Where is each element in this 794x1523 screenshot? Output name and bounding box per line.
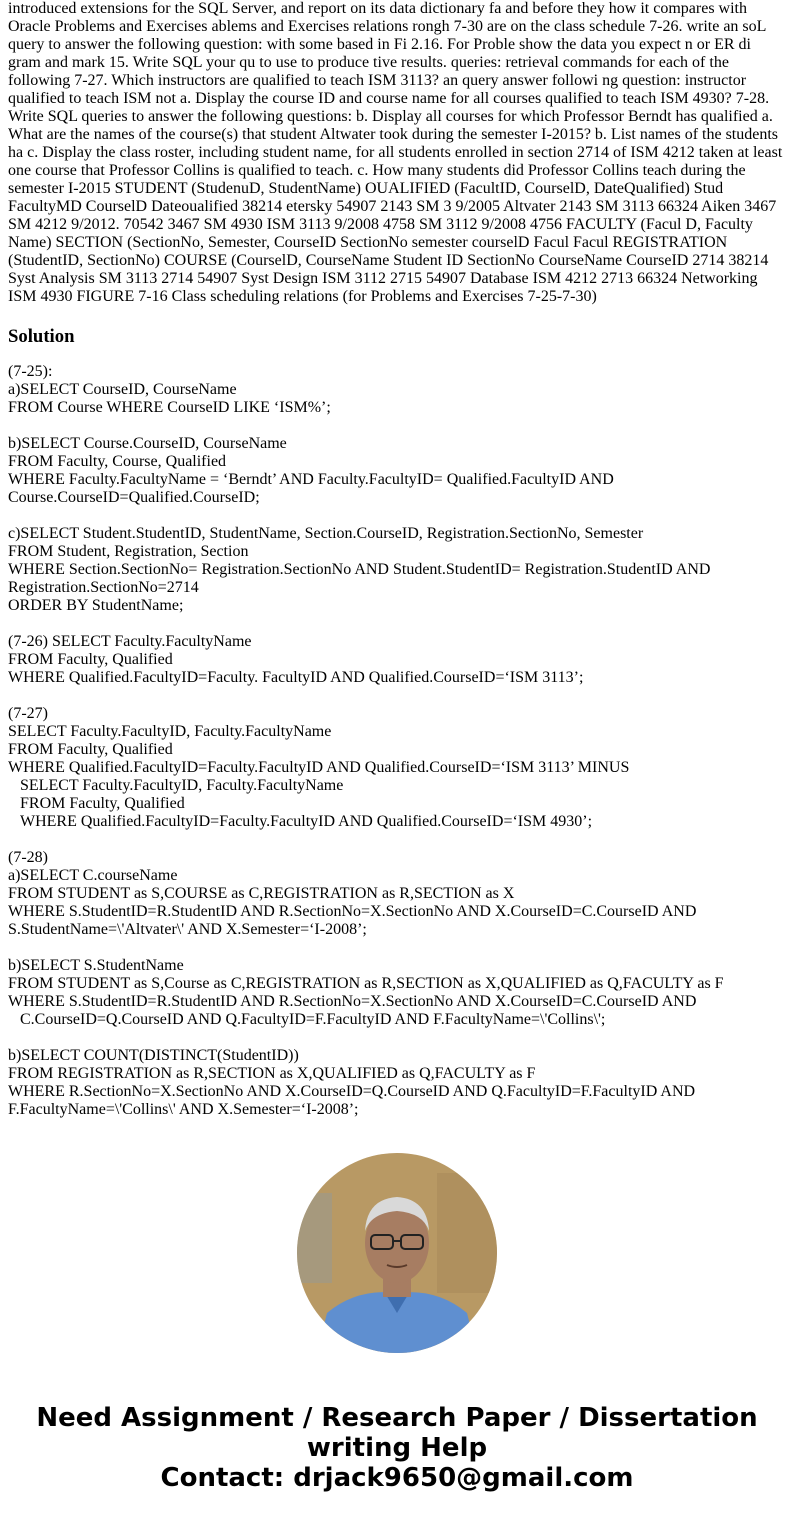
contact-banner (0, 1403, 794, 1493)
code-line: F.FacultyName=\'Collins\' AND X.Semester=‘I-2008’; (8, 1101, 359, 1118)
solution-block (8, 363, 786, 417)
code-line: FROM REGISTRATION as R,SECTION as X,QUALIFIED as Q,FACULTY as F (8, 1065, 536, 1082)
code-line: S.StudentName=\'Altvater\' AND X.Semester=‘I-2008’; (8, 921, 367, 938)
code-line-indented: C.CourseID=Q.CourseID AND Q.FacultyID=F.FacultyID AND F.FacultyName=\'Collins\'; (20, 1011, 606, 1028)
code-line: Registration.SectionNo=2714 (8, 579, 199, 596)
solution-block (8, 849, 786, 939)
code-line: FROM Faculty, Course, Qualified (8, 453, 227, 470)
code-line: FROM Faculty, Qualified (8, 741, 173, 758)
solution-block (8, 957, 786, 1029)
code-line: Course.CourseID=Qualified.CourseID; (8, 489, 260, 506)
code-line: (7-27) (8, 705, 48, 722)
cta-line-2: writing Help (306, 1433, 488, 1463)
code-line: (7-25): (8, 363, 53, 380)
code-line-indented: FROM Faculty, Qualified (20, 795, 185, 812)
code-line: b)SELECT COUNT(DISTINCT(StudentID)) (8, 1047, 299, 1064)
code-line: c)SELECT Student.StudentID, StudentName, Section.CourseID, Registration.SectionNo, Semester (8, 525, 644, 542)
code-line: FROM Student, Registration, Section (8, 543, 249, 560)
code-line: SELECT Faculty.FacultyID, Faculty.FacultyName (8, 723, 332, 740)
solution-block (8, 705, 786, 831)
code-line: FROM Course WHERE CourseID LIKE ‘ISM%’; (8, 399, 331, 416)
code-line: WHERE R.SectionNo=X.SectionNo AND X.CourseID=Q.CourseID AND Q.FacultyID=F.FacultyID AND (8, 1083, 696, 1100)
problem-statement: introduced extensions for the SQL Server, and report on its data dictionary fa and before they how it compares with Oracle Problems and Exercises ablems and Exercises relations rongh 7-30 are on the class schedule 7-26. write an soL query to answer the following question: with some based in Fi 2.16. For Proble show the data you expect n or ER di gram and mark 15. Write SQL your qu to use to produce tive results. queries: retrieval commands for each of the following 7-27. Which instructors are qualified to teach ISM 3113? an query answer followi ng question: instructor qualified to teach ISM not a. Display the course ID and course name for all courses qualified to teach ISM 4930? 7-28. Write SQL queries to answer the following questions: b. Display all courses for which Professor Berndt has qualified a. What are the names of the course(s) that student Altwater took during the semester I-2015? b. List names of the students ha c. Display the class roster, including student name, for all students enrolled in section 2714 of ISM 4212 taken at least one course that Professor Collins is qualified to teach. c. How many students did Professor Collins teach during the semester I-2015 STUDENT (StudenuD, StudentName) OUALIFIED (FacultID, CourselD, DateQualified) Stud FacultyMD CourselD Dateoualified 38214 etersky 54907 2143 SM 3 9/2005 Altvater 2143 SM 3113 66324 Aiken 3467 SM 4212 9/2012. 70542 3467 SM 4930 ISM 3113 9/2008 4758 SM 3112 9/2008 4756 FACULTY (Facul D, Faculty Name) SECTION (SectionNo, Semester, CourseID SectionNo semester courselD Facul Facul REGISTRATION (StudentID, SectionNo) COURSE (CourselD, CourseName Student ID SectionNo CourseName CourseID 2714 38214 Syst Analysis SM 3113 2714 54907 Syst Design ISM 3112 2715 54907 Database ISM 4212 2713 66324 Networking ISM 4930 FIGURE 7-16 Class scheduling relations (for Problems and Exercises 7-25-7-30) (8, 0, 783, 305)
code-line: a)SELECT C.courseName (8, 867, 178, 884)
code-line: WHERE S.StudentID=R.StudentID AND R.SectionNo=X.SectionNo AND X.CourseID=C.CourseID AND (8, 993, 697, 1010)
code-line: b)SELECT S.StudentName (8, 957, 184, 974)
code-line: WHERE Qualified.FacultyID=Faculty. FacultyID AND Qualified.CourseID=‘ISM 3113’; (8, 669, 584, 686)
code-line: a)SELECT CourseID, CourseName (8, 381, 237, 398)
code-line: FROM STUDENT as S,COURSE as C,REGISTRATION as R,SECTION as X (8, 885, 515, 902)
code-line-indented: SELECT Faculty.FacultyID, Faculty.FacultyName (20, 777, 344, 794)
code-line-indented: WHERE Qualified.FacultyID=Faculty.FacultyID AND Qualified.CourseID=‘ISM 4930’; (20, 813, 593, 830)
code-line: WHERE Qualified.FacultyID=Faculty.FacultyID AND Qualified.CourseID=‘ISM 3113’ MINUS (8, 759, 630, 776)
author-avatar (297, 1153, 497, 1353)
document-page (8, 0, 786, 1137)
code-line: WHERE Faculty.FacultyName = ‘Berndt’ AND Faculty.FacultyID= Qualified.FacultyID AND (8, 471, 614, 488)
code-line: (7-28) (8, 849, 48, 866)
code-line: FROM STUDENT as S,Course as C,REGISTRATION as R,SECTION as X,QUALIFIED as Q,FACULTY as F (8, 975, 724, 992)
solution-body (8, 363, 786, 1119)
code-line: WHERE Section.SectionNo= Registration.SectionNo AND Student.StudentID= Registration.StudentID AND (8, 561, 711, 578)
author-photo-icon (297, 1153, 497, 1353)
solution-block (8, 1047, 786, 1119)
cta-line-3: Contact: drjack9650@gmail.com (160, 1463, 634, 1493)
solution-block (8, 525, 786, 615)
solution-block (8, 633, 786, 687)
solution-heading: Solution (8, 326, 75, 347)
code-line: FROM Faculty, Qualified (8, 651, 173, 668)
code-line: ORDER BY StudentName; (8, 597, 184, 614)
code-line: WHERE S.StudentID=R.StudentID AND R.SectionNo=X.SectionNo AND X.CourseID=C.CourseID AND (8, 903, 697, 920)
code-line: (7-26) SELECT Faculty.FacultyName (8, 633, 252, 650)
cta-line-1: Need Assignment / Research Paper / Dissertation (36, 1403, 758, 1433)
solution-block (8, 435, 786, 507)
code-line: b)SELECT Course.CourseID, CourseName (8, 435, 287, 452)
